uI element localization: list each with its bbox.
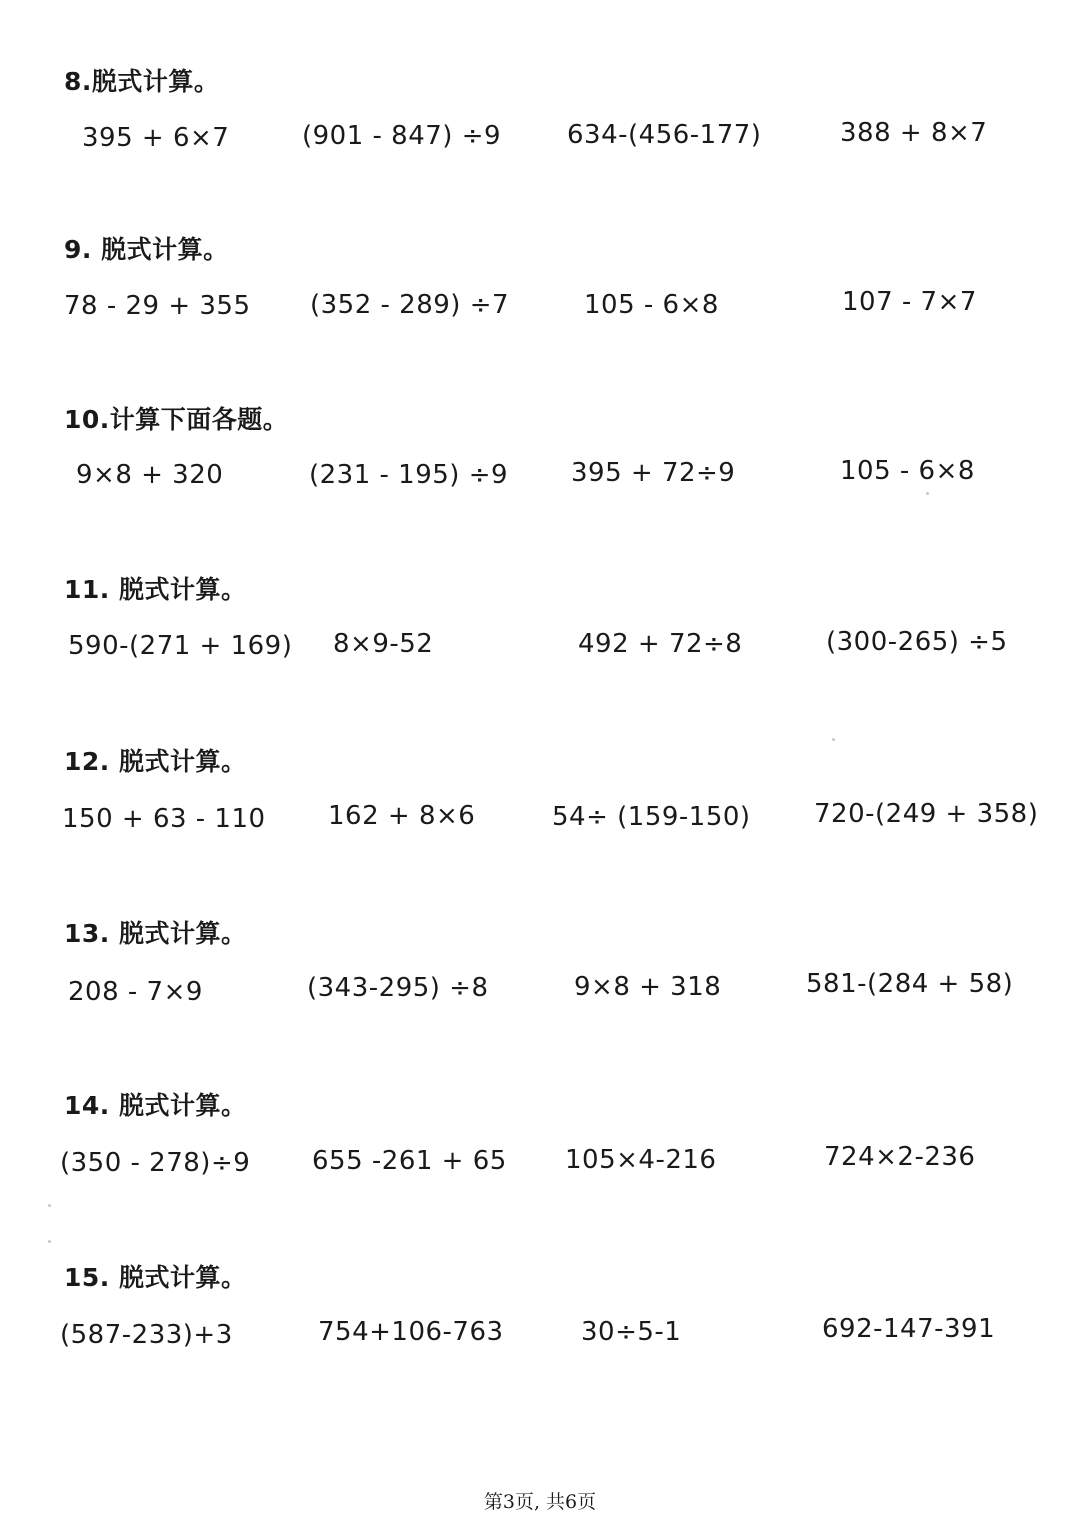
page-number: 第3页, 共6页 bbox=[483, 1491, 597, 1513]
expression: 150 + 63 - 110 bbox=[62, 804, 266, 834]
expression: 107 - 7×7 bbox=[842, 287, 977, 317]
expression: 590-(271 + 169) bbox=[68, 631, 293, 661]
expression: (587-233)+3 bbox=[60, 1320, 233, 1350]
expression: 30÷5-1 bbox=[581, 1317, 682, 1347]
expression: 105 - 6×8 bbox=[840, 456, 975, 486]
expression: 8×9-52 bbox=[333, 629, 434, 659]
expression: (350 - 278)÷9 bbox=[60, 1148, 251, 1178]
expression: 692-147-391 bbox=[822, 1314, 996, 1344]
expression: (231 - 195) ÷9 bbox=[309, 460, 509, 490]
problem-set-12 bbox=[0, 744, 1080, 894]
section-title: 15. 脱式计算。 bbox=[64, 1263, 247, 1292]
expression: (352 - 289) ÷7 bbox=[310, 290, 510, 320]
problem-set-9 bbox=[0, 232, 1080, 382]
problem-set-13 bbox=[0, 916, 1080, 1066]
expression: 720-(249 + 358) bbox=[814, 799, 1039, 829]
expression: 9×8 + 320 bbox=[76, 460, 224, 490]
section-title: 8.脱式计算。 bbox=[64, 67, 220, 96]
expression: 9×8 + 318 bbox=[574, 972, 722, 1002]
expression: (343-295) ÷8 bbox=[307, 973, 489, 1003]
section-title: 9. 脱式计算。 bbox=[64, 235, 229, 264]
expression: 78 - 29 + 355 bbox=[64, 291, 251, 321]
expression: 655 -261 + 65 bbox=[312, 1146, 507, 1176]
problem-set-15 bbox=[0, 1260, 1080, 1410]
section-title: 12. 脱式计算。 bbox=[64, 747, 247, 776]
expression: 395 + 6×7 bbox=[82, 123, 230, 153]
expression: 581-(284 + 58) bbox=[806, 969, 1014, 999]
expression: 754+106-763 bbox=[318, 1317, 504, 1347]
expression: 208 - 7×9 bbox=[68, 977, 203, 1007]
expression: (901 - 847) ÷9 bbox=[302, 121, 502, 151]
section-title: 11. 脱式计算。 bbox=[64, 575, 247, 604]
expression: 724×2-236 bbox=[824, 1142, 976, 1172]
scan-speck bbox=[926, 492, 929, 495]
expression: (300-265) ÷5 bbox=[826, 627, 1008, 657]
scan-speck bbox=[832, 738, 835, 741]
section-title: 10.计算下面各题。 bbox=[64, 405, 289, 434]
expression: 105×4-216 bbox=[565, 1145, 717, 1175]
expression: 162 + 8×6 bbox=[328, 801, 476, 831]
section-title: 14. 脱式计算。 bbox=[64, 1091, 247, 1120]
expression: 388 + 8×7 bbox=[840, 118, 988, 148]
expression: 492 + 72÷8 bbox=[578, 629, 743, 659]
scan-speck bbox=[48, 1204, 51, 1207]
section-title: 13. 脱式计算。 bbox=[64, 919, 247, 948]
problem-set-11 bbox=[0, 572, 1080, 722]
problem-set-8 bbox=[0, 64, 1080, 214]
scan-speck bbox=[48, 1240, 51, 1243]
problem-set-10 bbox=[0, 402, 1080, 552]
expression: 395 + 72÷9 bbox=[571, 458, 736, 488]
problem-set-14 bbox=[0, 1088, 1080, 1238]
expression: 54÷ (159-150) bbox=[552, 802, 751, 832]
expression: 634-(456-177) bbox=[567, 120, 762, 150]
expression: 105 - 6×8 bbox=[584, 290, 719, 320]
